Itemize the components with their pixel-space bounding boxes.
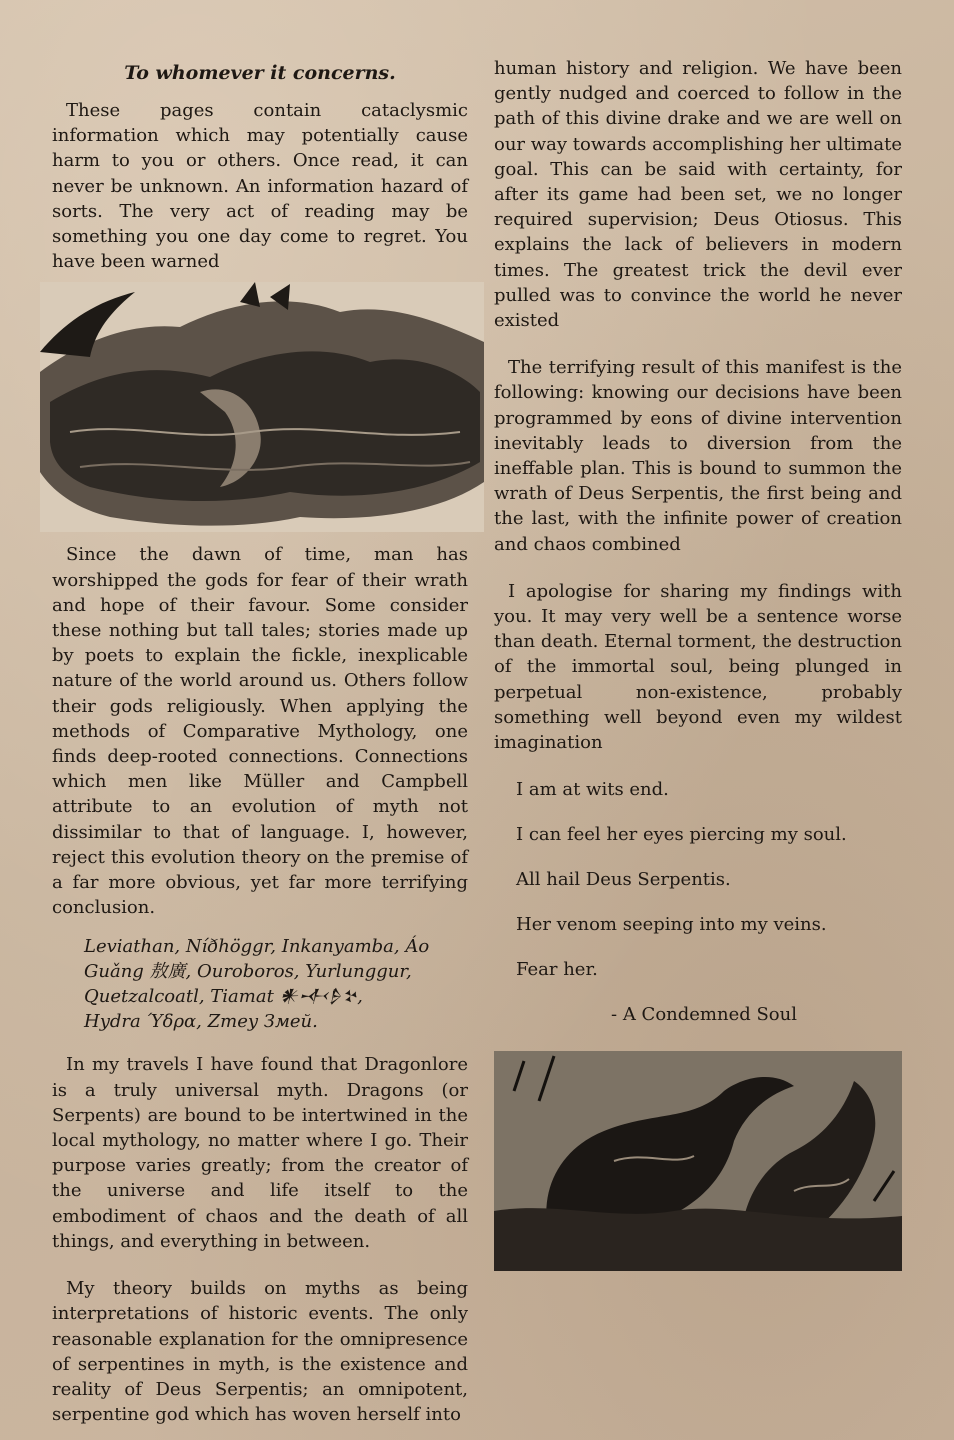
manifest-paragraph: The terrifying result of this manifest is the following: knowing our decisions have been programmed by eons of divine intervention inevitably leads to diversion from the ineffable plan. This is bound to summon the wrath of Deus Serpentis, the first being and the last, with the infinite power of creation and chaos combined	[494, 357, 902, 555]
closing-line: Fear her.	[516, 959, 598, 981]
closing-line: I can feel her eyes piercing my soul.	[516, 824, 847, 846]
apology-paragraph: I apologise for sharing my findings with you. It may very well be a sentence worse than death. Eternal torment, the destruction of the immortal soul, being plunged in perpetual non-existence, probably something well beyond even my wildest imagination	[494, 580, 902, 754]
left-column	[52, 56, 468, 1427]
warning-paragraph: These pages contain cataclysmic information which may potentially cause harm to you or others. Once read, it can never be unknown. An information hazard of sorts. The very act of reading may be something you one day come to regret. You have been warned	[52, 100, 468, 273]
signature: - A Condemned Soul	[611, 1004, 797, 1026]
dragon-names-line: Guǎng 敖廣, Ouroboros, Yurlunggur,	[84, 961, 412, 983]
letter-heading: To whomever it concerns.	[124, 62, 396, 84]
dragon-engraving-bottom	[494, 1051, 902, 1271]
theory-paragraph: My theory builds on myths as being interpretations of historic events. The only reasonable explanation for the omnipresence of serpentines in myth, is the existence and reality of Deus Serpentis; an omnipotent, serpentine god which has woven herself into	[52, 1278, 468, 1426]
closing-line: Her venom seeping into my veins.	[516, 914, 827, 936]
dragon-names-line: Leviathan, Níðhöggr, Inkanyamba, Áo	[84, 936, 430, 958]
dragon-names-line: Quetzalcoatl, Tiamat 𒀭𒋾𒊩𒆳,	[84, 986, 363, 1008]
dragon-names-list	[84, 934, 468, 1034]
history-paragraph: Since the dawn of time, man has worshipped the gods for fear of their wrath and hope of their favour. Some consider these nothing but tall tales; stories made up by poets to explain the fickle, inexplicable nature of the world around us. Others follow their gods religiously. When applying the methods of Comparative Mythology, one finds deep-rooted connections. Connections which men like Müller and Campbell attribute to an evolution of myth not dissimilar to that of language. I, however, reject this evolution theory on the premise of a far more obvious, yet far more terrifying conclusion.	[52, 544, 468, 919]
right-column	[494, 56, 902, 1271]
continuation-paragraph: human history and religion. We have been gently nudged and coerced to follow in the path of this divine drake and we are well on our way towards accomplishing her ultimate goal. This can be said with certainty, for after its game had been set, we no longer required supervision; Deus Otiosus. This explains the lack of believers in modern times. The greatest trick the devil ever pulled was to convince the world he never existed	[494, 58, 902, 332]
closing-line: I am at wits end.	[516, 779, 669, 801]
closing-line: All hail Deus Serpentis.	[516, 869, 731, 891]
dragon-engraving-top	[40, 282, 484, 532]
travels-paragraph: In my travels I have found that Dragonlore is a truly universal myth. Dragons (or Serpents) are bound to be intertwined in the local mythology, no matter where I go. Their purpose varies greatly; from the creator of the universe and life itself to the embodiment of chaos and the death of all things, and everything in between.	[52, 1054, 468, 1252]
dragon-names-line: Hydra Ύδρα, Zmey Змей.	[84, 1011, 318, 1033]
